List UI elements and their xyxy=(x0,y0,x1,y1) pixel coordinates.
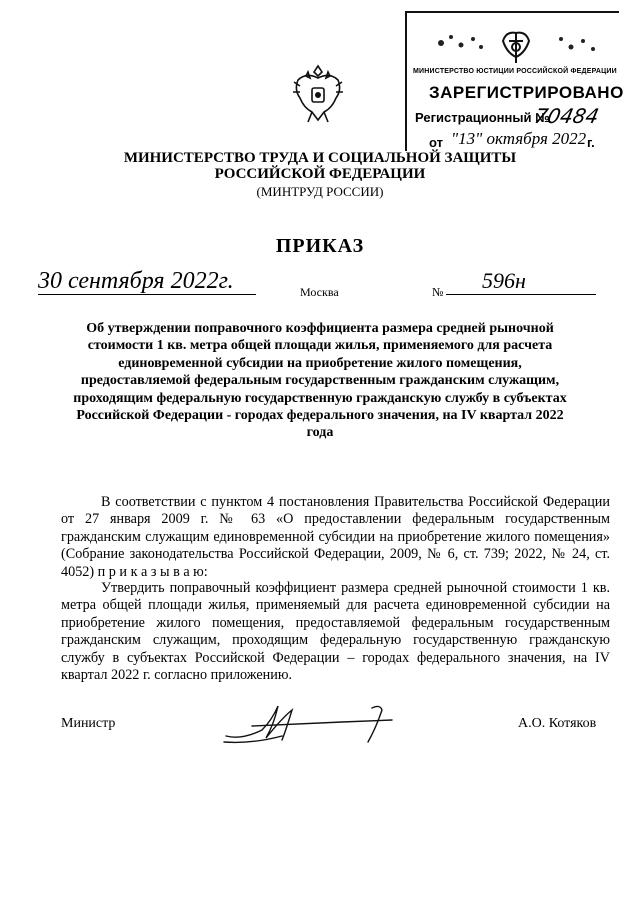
number-underline xyxy=(446,294,596,295)
document-title: ПРИКАЗ xyxy=(275,235,365,257)
handwritten-date: 30 сентября 2022г. xyxy=(38,268,234,294)
handwritten-number: 596н xyxy=(482,268,526,293)
body-paragraph-1: В соответствии с пунктом 4 постановления Правительства Российской Федерации от 27 января 2009 г. № 63 «О предоставлении федеральным государственным гражданским служащим единовременной субсидии на приобретение жилого помещения» (Собрание законодательства Российской Федерации, 2009, № 6, ст. 739; 2022, № 24, ст. 4052) п р и к а з ы в а ю: xyxy=(61,494,610,580)
body-paragraph-2: Утвердить поправочный коэффициент размера средней рыночной стоимости 1 кв. метра общей площади жилья, применяемый для расчета единовременной субсидии на приобретение жилого помещения, предоставляемой федеральным государственным гражданским служащим, проходящим федеральную государственную гражданскую службу в субъектах Российской Федерации – городах федерального значения, на IV квартал 2022 г. согласно приложению. xyxy=(61,580,610,684)
stamp-ministry: МИНИСТЕРСТВО ЮСТИЦИИ РОССИЙСКОЙ ФЕДЕРАЦИИ xyxy=(413,68,617,75)
stamp-date-value: "13" октября 2022 xyxy=(451,129,587,148)
signature-icon xyxy=(222,700,402,746)
ministry-short-name: (МИНТРУД РОССИИ) xyxy=(256,184,384,199)
stamp-date-suffix: г. xyxy=(587,135,595,150)
coat-of-arms-icon xyxy=(290,64,346,126)
stamp-number-value: 70484 xyxy=(532,104,602,128)
order-subject: Об утверждении поправочного коэффициента размера средней рыночной стоимости 1 кв. метра общей площади жилья, применяемого для расчета единовременной субсидии на приобретение жилого помещения, предоставляемой федеральным государственным гражданским служащим, проходящим федеральную государственную гражданскую службу в субъектах Российской Федерации - городах федерального значения, на IV квартал 2022 года xyxy=(73,321,567,441)
registration-stamp xyxy=(405,11,624,151)
signatory-name: А.О. Котяков xyxy=(518,716,597,731)
number-sign: № xyxy=(432,285,444,299)
stamp-emblem-icon xyxy=(421,21,611,67)
date-underline xyxy=(38,294,256,295)
city: Москва xyxy=(300,285,339,299)
signatory-position: Министр xyxy=(61,716,116,731)
ministry-name: МИНИСТЕРСТВО ТРУДА И СОЦИАЛЬНОЙ ЗАЩИТЫ РОССИЙСКОЙ ФЕДЕРАЦИИ xyxy=(123,150,517,182)
stamp-date-label: от xyxy=(429,135,443,150)
stamp-number-label: Регистрационный № xyxy=(415,110,550,125)
stamp-status: ЗАРЕГИСТРИРОВАНО xyxy=(429,83,624,102)
